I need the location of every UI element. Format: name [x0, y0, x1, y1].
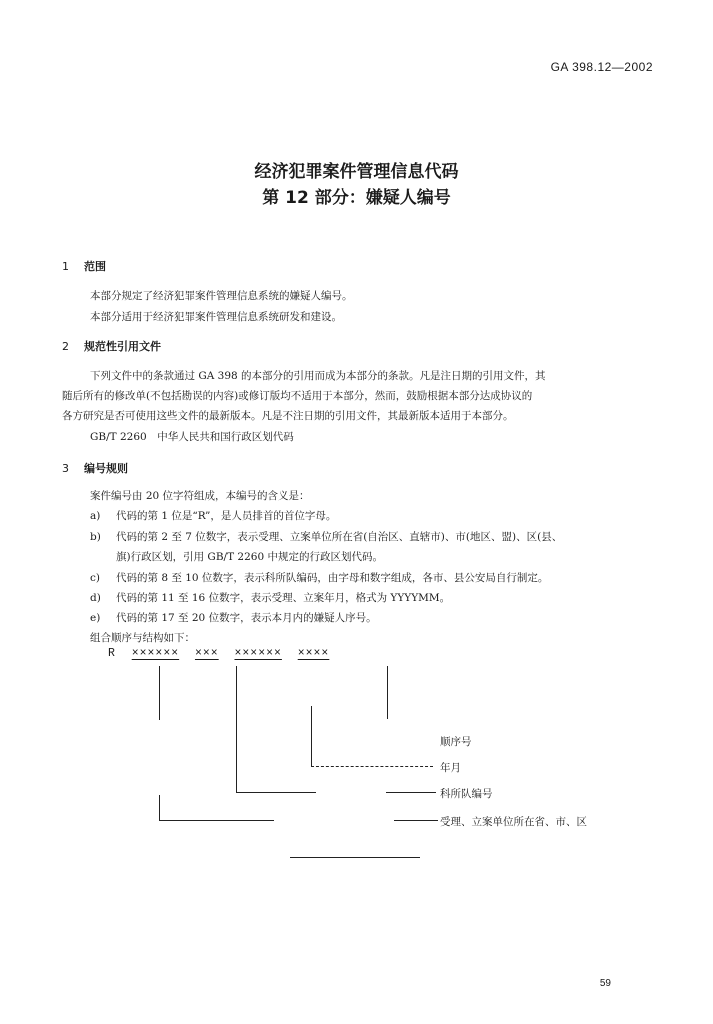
list-item [90, 590, 450, 605]
page-number: 59 [599, 978, 611, 989]
list-text: 旗)行政区划，引用 GB/T 2260 中规定的行政区划代码。 [116, 551, 383, 563]
list-text: 代码的第 11 至 16 位数字，表示受理、立案年月，格式为 YYYYMM。 [116, 592, 451, 604]
structure-label-sequence: 顺序号 [440, 736, 472, 748]
section-heading-2 [62, 338, 161, 354]
list-label: e) [90, 612, 101, 624]
reference-entry: GB/T 2260 中华人民共和国行政区划代码 [90, 431, 294, 443]
connector-line [159, 795, 160, 820]
list-item [90, 610, 377, 625]
section-number: 2 [62, 340, 69, 353]
paragraph: 本部分规定了经济犯罪案件管理信息系统的嫌疑人编号。 [90, 290, 353, 302]
paragraph: 组合顺序与结构如下： [90, 632, 195, 644]
connector-line [159, 666, 160, 720]
connector-line [394, 820, 438, 821]
structure-label-date: 年月 [440, 762, 461, 774]
list-text: 代码的第 1 位是“R”，是人员排首的首位字母。 [116, 510, 337, 522]
section-title: 编号规则 [84, 462, 128, 475]
list-item [90, 570, 548, 585]
code-group-sequence: ×××× [297, 647, 330, 660]
paragraph: 下列文件中的条款通过 GA 398 的本部分的引用而成为本部分的条款。凡是注日期的引用文件，其 [90, 370, 546, 382]
list-label: d) [90, 592, 101, 604]
list-label: b) [90, 531, 101, 543]
section-number: 1 [62, 260, 69, 273]
list-item [90, 508, 336, 523]
list-text: 代码的第 17 至 20 位数字，表示本月内的嫌疑人序号。 [116, 612, 377, 624]
code-group-unit: ××× [194, 647, 219, 660]
list-item [90, 549, 383, 564]
code-group-date: ×××××× [234, 647, 282, 660]
section-title: 规范性引用文件 [84, 340, 161, 353]
connector-line [236, 792, 316, 793]
paragraph: 随后所有的修改单(不包括勘误的内容)或修订版均不适用于本部分，然而，鼓励根据本部分达成协议的 [62, 390, 533, 402]
list-label: c) [90, 572, 100, 584]
structure-label-unit: 科所队编号 [440, 788, 493, 800]
list-label: a) [90, 510, 101, 522]
section-number: 3 [62, 462, 69, 475]
list-item [90, 529, 562, 544]
list-text: 代码的第 2 至 7 位数字，表示受理、立案单位所在省(自治区、直辖市)、市(地区、盟)、区(县、 [116, 531, 563, 543]
paragraph: 本部分适用于经济犯罪案件管理信息系统研发和建设。 [90, 311, 342, 323]
document-title-line2: 第 12 部分：嫌疑人编号 [262, 188, 451, 208]
document-title-line1: 经济犯罪案件管理信息代码 [254, 162, 459, 182]
paragraph: 案件编号由 20 位字符组成，本编号的含义是： [90, 490, 310, 502]
connector-line [311, 706, 312, 766]
connector-line [236, 666, 237, 792]
connector-line [311, 766, 433, 767]
standard-number: GA 398.12—2002 [550, 60, 653, 74]
paragraph: 各方研究是否可使用这些文件的最新版本。凡是不注日期的引用文件，其最新版本适用于本部分。 [62, 410, 514, 422]
connector-line [386, 792, 436, 793]
end-rule [290, 857, 420, 858]
connector-line [159, 820, 274, 821]
code-prefix: R [108, 647, 116, 660]
structure-label-region: 受理、立案单位所在省、市、区 [440, 816, 587, 828]
connector-line [387, 666, 388, 719]
code-structure [108, 647, 329, 660]
section-title: 范围 [84, 260, 106, 273]
section-heading-3 [62, 460, 128, 476]
list-text: 代码的第 8 至 10 位数字，表示科所队编码，由字母和数字组成，各市、县公安局自行制定。 [116, 572, 549, 584]
code-group-region: ×××××× [131, 647, 180, 660]
section-heading-1 [62, 258, 106, 274]
